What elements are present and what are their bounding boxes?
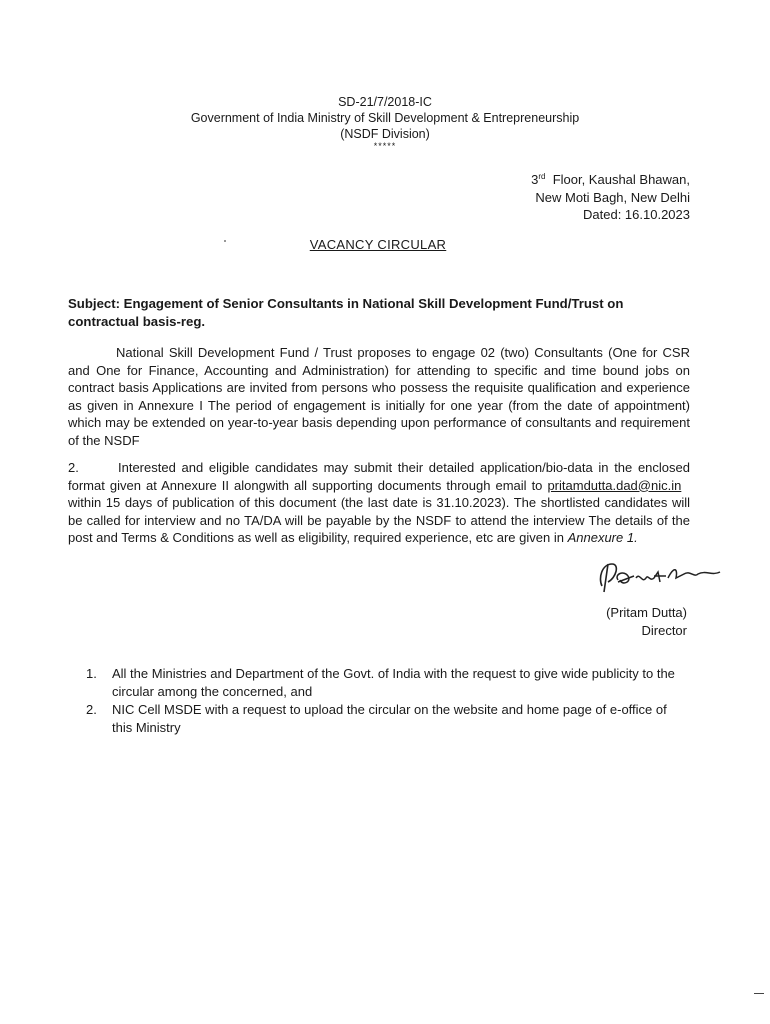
address-floor — [531, 168, 690, 189]
paragraph-2 — [68, 459, 690, 547]
address-line-2: New Moti Bagh, New Delhi — [535, 189, 690, 205]
file-number: SD-21/7/2018-IC — [338, 95, 432, 109]
floor-number: 3 — [531, 172, 539, 187]
paragraph-2-text-a: Interested and eligible candidates may submit their detailed application/bio-data in the enclosed format given at Annexure II alongwith all supporting documents through email to — [68, 460, 690, 493]
paragraph-2-text-b: within 15 days of publication of this document (the last date is 31.10.2023). The shortlisted candidates will be called for interview and no TA/DA will be payable by the NSDF to attend the interview The details of the post and Terms & Conditions as well as eligibility, required experience, etc are given in — [68, 495, 690, 545]
annexure-reference: Annexure 1. — [567, 530, 638, 545]
signatory-designation: Director — [641, 622, 687, 638]
floor-text: Floor, Kaushal Bhawan, — [552, 172, 690, 187]
contact-email-link[interactable]: pritamdutta.dad@nic.in — [547, 477, 682, 493]
list-item-text: NIC Cell MSDE with a request to upload the circular on the website and home page of e-office of this Ministry — [112, 702, 667, 735]
separator-stars: ***** — [373, 141, 397, 151]
list-item-number: 2. — [86, 702, 97, 717]
floor-suffix: rd — [538, 172, 546, 181]
distribution-list — [86, 665, 676, 737]
list-item-text: All the Ministries and Department of the Govt. of India with the request to give wide publicity to the circular among the concerned, and — [112, 666, 675, 699]
division-name: (NSDF Division) — [340, 127, 430, 141]
paragraph-1 — [68, 344, 690, 449]
document-date: Dated: 16.10.2023 — [583, 207, 690, 222]
paragraph-2-number: 2. — [68, 460, 79, 475]
list-item — [86, 701, 676, 736]
paragraph-1-text: National Skill Development Fund / Trust proposes to engage 02 (two) Consultants (One for CSR and One for Finance, Accounting and Administration) for attending to specific and time bound jobs on contract basis Applications are invited from persons who possess the requisite qualification and experience as given in Annexure I The period of engagement is initially for one year (from the date of appointment) which may be extended on year-to-year basis depending upon performance of consultants and requirement of the NSDF — [68, 345, 690, 448]
signature-image — [594, 556, 734, 596]
circular-title: VACANCY CIRCULAR — [309, 237, 447, 252]
office-address — [531, 168, 690, 224]
signatory — [606, 604, 687, 639]
subject-line: Subject: Engagement of Senior Consultants in National Skill Development Fund/Trust on contractual basis-reg. — [68, 296, 624, 329]
list-item — [86, 665, 676, 700]
scan-edge-mark — [754, 993, 764, 994]
signatory-name: (Pritam Dutta) — [606, 605, 687, 620]
list-item-number: 1. — [86, 666, 97, 681]
ministry-name: Government of India Ministry of Skill Development & Entrepreneurship — [190, 111, 580, 125]
